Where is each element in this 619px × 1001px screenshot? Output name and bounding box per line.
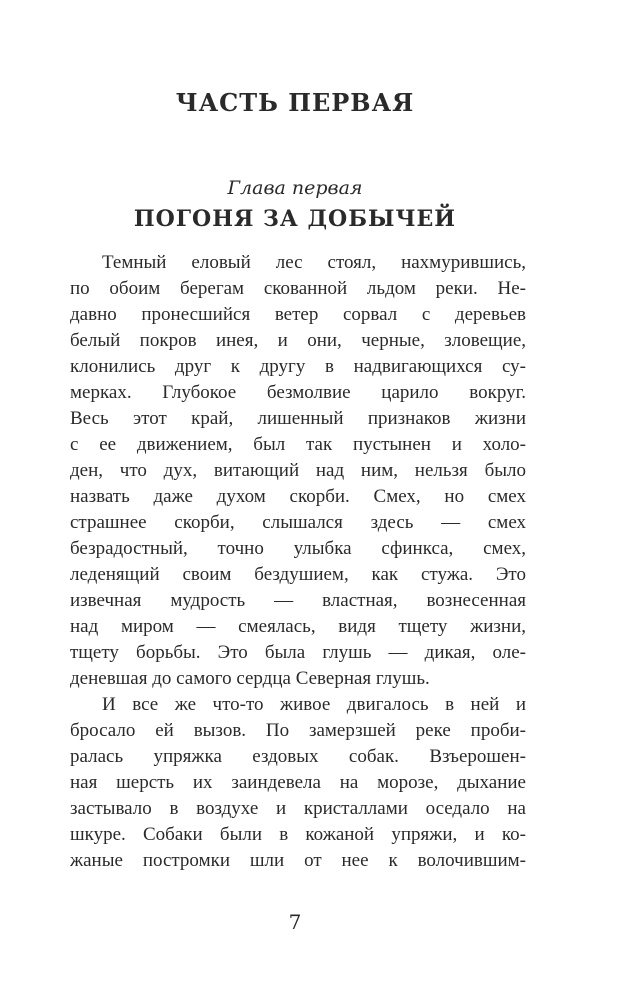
text-line: шкуре. Собаки были в кожаной упряжи, и ко-	[70, 824, 526, 845]
chapter-title: ПОГОНЯ ЗА ДОБЫЧЕЙ	[133, 206, 457, 232]
text-line: извечная мудрость — властная, вознесенная	[70, 590, 526, 611]
body-text	[70, 250, 526, 874]
text-line: безрадостный, точно улыбка сфинкса, смех,	[70, 538, 526, 559]
text-line: тщету борьбы. Это была глушь — дикая, оле-	[70, 642, 526, 663]
text-line: ная шерсть их заиндевела на морозе, дыхание	[70, 772, 526, 793]
text-line: И все же что-то живое двигалось в ней и	[102, 694, 526, 715]
text-line: бросало ей вызов. По замерзшей реке проби-	[70, 720, 526, 741]
text-line: клонились друг к другу в надвигающихся су-	[70, 356, 526, 377]
text-line: мерках. Глубокое безмолвие царило вокруг.	[70, 382, 526, 403]
text-line: деневшая до самого сердца Северная глушь.	[70, 668, 430, 689]
text-line: давно пронесшийся ветер сорвал с деревьев	[70, 304, 526, 325]
chapter-label: Глава первая	[227, 177, 363, 199]
text-line: страшнее скорби, слышался здесь — смех	[70, 512, 526, 533]
text-line: назвать даже духом скорби. Смех, но смех	[70, 486, 526, 507]
text-line: ралась упряжка ездовых собак. Взъерошен-	[70, 746, 526, 767]
text-line: Темный еловый лес стоял, нахмурившись,	[102, 252, 526, 273]
text-line: жаные постромки шли от нее к волочившим-	[70, 850, 526, 871]
text-line: ден, что дух, витающий над ним, нельзя было	[70, 460, 526, 481]
text-line: по обоим берегам скованной льдом реки. Не-	[70, 278, 526, 299]
page-number: 7	[288, 910, 302, 934]
text-line: с ее движением, был так пустынен и холо-	[70, 434, 526, 455]
text-line: леденящий своим бездушием, как стужа. Это	[70, 564, 526, 585]
text-line: над миром — смеялась, видя тщету жизни,	[70, 616, 526, 637]
text-line: застывало в воздухе и кристаллами оседало на	[70, 798, 526, 819]
text-line: белый покров инея, и они, черные, зловещие,	[70, 330, 526, 351]
part-title: ЧАСТЬ ПЕРВАЯ	[175, 88, 415, 117]
text-line: Весь этот край, лишенный признаков жизни	[70, 408, 526, 429]
